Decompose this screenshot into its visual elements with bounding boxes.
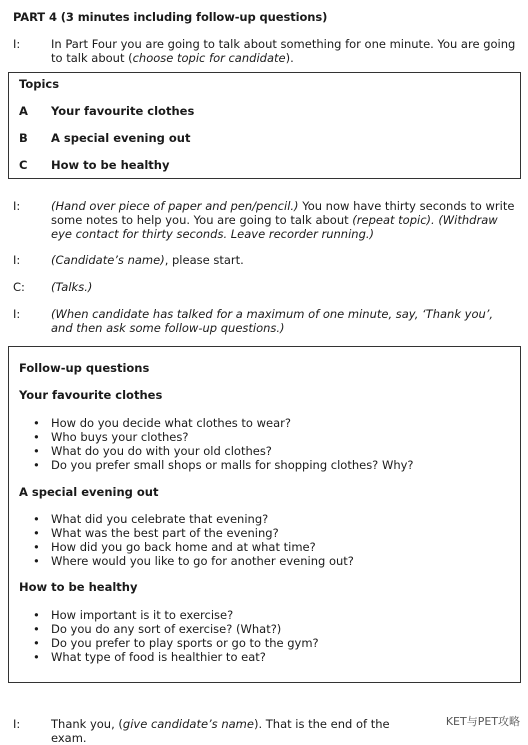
topic-label: Your favourite clothes bbox=[51, 104, 195, 118]
speaker-label: I: bbox=[13, 199, 21, 213]
question-text: How important is it to exercise? bbox=[51, 608, 234, 622]
bullet-icon: • bbox=[33, 608, 40, 622]
question-text: Do you prefer to play sports or go to the gym? bbox=[51, 636, 319, 650]
intro-text-a: In Part Four you are going to talk about something for one minute. You are going to talk about ( bbox=[51, 37, 516, 65]
instruction-text bbox=[51, 280, 517, 294]
bullet-icon: • bbox=[33, 526, 40, 540]
question-text: What did you celebrate that evening? bbox=[51, 512, 269, 526]
question-item bbox=[33, 554, 354, 568]
watermark: KET与PET攻略 bbox=[445, 715, 520, 728]
question-text: How did you go back home and at what time? bbox=[51, 540, 316, 554]
bullet-icon: • bbox=[33, 636, 40, 650]
instruction-text-1: You now have thirty seconds to write some notes to help you. You are going to talk about bbox=[51, 199, 515, 227]
bullet-icon: • bbox=[33, 622, 40, 636]
topic-letter: B bbox=[19, 131, 28, 145]
intro-text-italic: choose topic for candidate bbox=[132, 51, 286, 65]
instruction-text bbox=[51, 307, 517, 335]
question-list bbox=[33, 512, 354, 568]
followup-section-title: How to be healthy bbox=[19, 580, 138, 594]
followup-section-title: A special evening out bbox=[19, 485, 159, 499]
question-item bbox=[33, 416, 414, 430]
bullet-icon: • bbox=[33, 512, 40, 526]
question-item bbox=[33, 650, 319, 664]
topic-label: How to be healthy bbox=[51, 158, 170, 172]
question-item bbox=[33, 540, 354, 554]
bullet-icon: • bbox=[33, 650, 40, 664]
speaker-label: I: bbox=[13, 253, 21, 267]
bullet-icon: • bbox=[33, 540, 40, 554]
instruction-italic-1: (Hand over piece of paper and pen/pencil.) bbox=[51, 199, 299, 213]
intro-text bbox=[51, 37, 517, 65]
instruction-italic-1: (When candidate has talked for a maximum of one minute, say, ‘Thank you’, and then ask some follow-up questions.) bbox=[51, 307, 494, 335]
question-text: What type of food is healthier to eat? bbox=[51, 650, 266, 664]
question-item bbox=[33, 458, 414, 472]
question-text: Where would you like to go for another evening out? bbox=[51, 554, 354, 568]
bullet-icon: • bbox=[33, 430, 40, 444]
instruction-text bbox=[51, 253, 517, 267]
speaker-label: I: bbox=[13, 717, 21, 731]
question-text: Do you prefer small shops or malls for shopping clothes? Why? bbox=[51, 458, 414, 472]
closing-text-1: Thank you, ( bbox=[51, 717, 123, 731]
intro-text-b: ). bbox=[285, 51, 294, 65]
followup-section-title: Your favourite clothes bbox=[19, 388, 163, 402]
question-text: Do you do any sort of exercise? (What?) bbox=[51, 622, 282, 636]
question-item bbox=[33, 608, 319, 622]
question-text: How do you decide what clothes to wear? bbox=[51, 416, 291, 430]
question-item bbox=[33, 622, 319, 636]
topic-letter: C bbox=[19, 158, 28, 172]
instruction-text-1: , please start. bbox=[164, 253, 244, 267]
speaker-label: I: bbox=[13, 307, 21, 321]
bullet-icon: • bbox=[33, 554, 40, 568]
closing-italic: give candidate’s name bbox=[122, 717, 254, 731]
question-item bbox=[33, 430, 414, 444]
followup-box bbox=[8, 346, 521, 683]
instruction-italic-1: (Candidate’s name) bbox=[51, 253, 165, 267]
part-title: PART 4 (3 minutes including follow-up questions) bbox=[13, 10, 328, 24]
question-list bbox=[33, 608, 319, 664]
question-text: Who buys your clothes? bbox=[51, 430, 189, 444]
bullet-icon: • bbox=[33, 458, 40, 472]
speaker-label: C: bbox=[13, 280, 25, 294]
question-text: What do you do with your old clothes? bbox=[51, 444, 272, 458]
instruction-italic-2: (repeat topic). (Withdraw eye contact for thirty seconds. Leave recorder running.) bbox=[51, 213, 498, 241]
instruction-italic-1: (Talks.) bbox=[51, 280, 93, 294]
question-item bbox=[33, 526, 354, 540]
topics-heading: Topics bbox=[19, 77, 60, 91]
question-item bbox=[33, 512, 354, 526]
question-list bbox=[33, 416, 414, 472]
followup-heading: Follow-up questions bbox=[19, 361, 150, 375]
bullet-icon: • bbox=[33, 444, 40, 458]
question-text: What was the best part of the evening? bbox=[51, 526, 279, 540]
topic-letter: A bbox=[19, 104, 28, 118]
closing-text-2: ). That is the end of the exam. bbox=[51, 717, 390, 745]
instruction-text bbox=[51, 199, 517, 241]
question-item bbox=[33, 636, 319, 650]
closing-text bbox=[51, 717, 421, 745]
speaker-label: I: bbox=[13, 37, 21, 51]
question-item bbox=[33, 444, 414, 458]
topic-label: A special evening out bbox=[51, 131, 191, 145]
bullet-icon: • bbox=[33, 416, 40, 430]
topics-box bbox=[8, 72, 521, 179]
